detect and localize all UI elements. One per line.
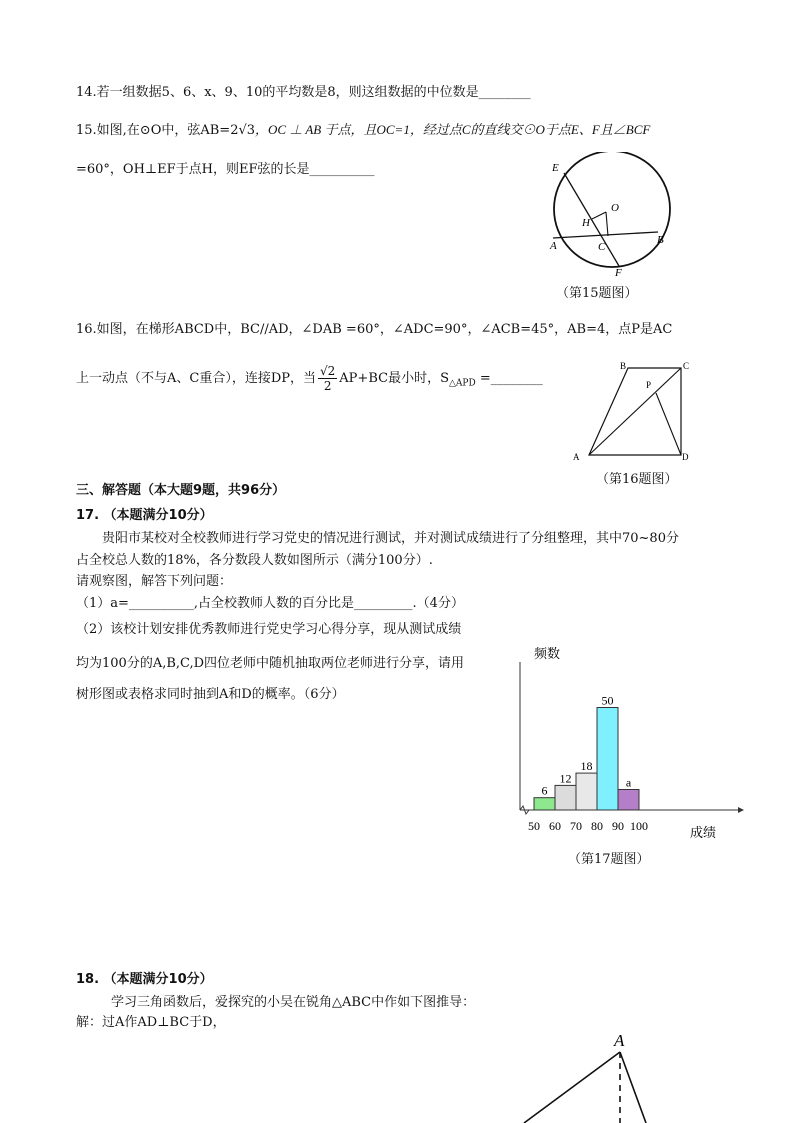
q17-histogram	[510, 640, 750, 845]
fraction-numerator: √2	[320, 364, 336, 378]
q16-line1: 16.如图，在梯形ABCD中，BC//AD，∠DAB =60°，∠ADC=90°，∠ACB=45°，AB=4，点P是AC	[76, 322, 673, 337]
segment-oh	[592, 212, 606, 219]
label-c: C	[598, 241, 606, 253]
side-ac	[620, 1052, 646, 1123]
q16-line2-c: =________	[475, 371, 543, 386]
q18-paragraph-1: 学习三角函数后，爱探究的小吴在锐角△ABC中作如下图推导：	[111, 995, 476, 1010]
x-tick-label: 80	[591, 819, 603, 833]
q16-line2-b: AP+BC最小时，S	[339, 371, 449, 386]
bar-value-label: 6	[541, 783, 548, 798]
q16-subscript: △APD	[448, 378, 476, 389]
section-3-title: 三、解答题（本大题9题，共96分）	[76, 483, 286, 498]
q17-paragraph-3: 请观察图，解答下列问题：	[76, 574, 233, 589]
histogram-bar	[555, 785, 576, 810]
bar-value-label: 50	[601, 693, 614, 708]
segment-dp	[656, 393, 681, 455]
label-a: A	[550, 240, 557, 252]
histogram-bar	[618, 790, 639, 811]
q14-text: 14.若一组数据5、6、x、9、10的平均数是8，则这组数据的中位数是________	[76, 85, 531, 100]
q16-caption: （第16题图）	[596, 472, 678, 487]
q15-line1-a: 15.如图,在⊙O中，弦AB=	[76, 123, 231, 138]
q16-line2	[76, 362, 543, 402]
q18-triangle-figure	[510, 1028, 660, 1123]
q17-question-2-line1: （2）该校计划安排优秀教师进行党史学习心得分享，现从测试成绩	[76, 622, 462, 637]
label-b: B	[657, 234, 664, 246]
bar-value-label: 18	[580, 759, 593, 774]
y-axis-label: 频数	[534, 646, 561, 661]
label-a: A	[614, 1031, 625, 1050]
x-axis-label: 成绩	[690, 825, 717, 840]
q17-question-2-line3: 树形图或表格求同时抽到A和D的概率。（6分）	[76, 687, 345, 702]
sqrt2-over-2-fraction	[318, 364, 337, 393]
x-axis-arrow	[738, 807, 744, 813]
label-b: B	[620, 361, 627, 371]
side-ab	[524, 1052, 620, 1123]
histogram-bar	[597, 708, 618, 811]
q17-title: 17. （本题满分10分）	[76, 508, 213, 523]
x-tick-label: 60	[549, 819, 561, 833]
label-d: D	[682, 452, 689, 462]
q17-question-1: （1）a=__________,占全校教师人数的百分比是_________.（4分）	[76, 596, 464, 611]
q15-line1-c: ，OC ⊥ AB 于点，且OC=1，经过点C的直线交⊙O于点E、F且∠BCF	[255, 122, 651, 137]
q15-circle-figure	[540, 152, 690, 282]
q15-line1	[76, 121, 650, 140]
q15-ab-value: 2√3	[230, 123, 256, 138]
q15-caption: （第15题图）	[556, 286, 638, 301]
x-tick-label: 90	[612, 819, 624, 833]
histogram-bar	[576, 773, 597, 810]
x-tick-label: 50	[528, 819, 540, 833]
q18-paragraph-2: 解：过A作AD⊥BC于D，	[76, 1015, 226, 1030]
label-o: O	[611, 202, 619, 214]
bar-value-label: 12	[559, 771, 572, 786]
fraction-denominator: 2	[323, 379, 332, 393]
q18-title: 18. （本题满分10分）	[76, 972, 213, 987]
label-c: C	[683, 361, 690, 371]
x-tick-label: 100	[630, 819, 648, 833]
q17-question-2-line2: 均为100分的A,B,C,D四位老师中随机抽取两位老师进行分享，请用	[76, 656, 465, 671]
bar-value-label: a	[625, 775, 632, 790]
q15-line2: =60°，OH⊥EF于点H，则EF弦的长是__________	[76, 162, 375, 177]
q17-caption: （第17题图）	[568, 852, 650, 867]
chord-ab	[553, 232, 658, 238]
histogram-bar	[534, 798, 555, 810]
segment-oc	[606, 212, 608, 236]
q16-trapezoid-figure	[568, 358, 698, 464]
label-a: A	[573, 452, 580, 462]
label-e: E	[552, 162, 559, 174]
label-h: H	[582, 217, 590, 229]
label-f: F	[615, 267, 622, 279]
x-tick-label: 70	[570, 819, 582, 833]
q17-paragraph-1: 贵阳市某校对全校教师进行学习党史的情况进行测试，并对测试成绩进行了分组整理，其中70~80分	[102, 531, 679, 546]
diagonal-ac	[589, 368, 681, 455]
q16-line2-a: 上一动点（不与A、C重合），连接DP，当	[76, 371, 317, 386]
label-p: P	[646, 380, 652, 390]
q17-paragraph-2: 占全校总人数的18%，各分数段人数如图所示（满分100分）.	[76, 553, 433, 568]
